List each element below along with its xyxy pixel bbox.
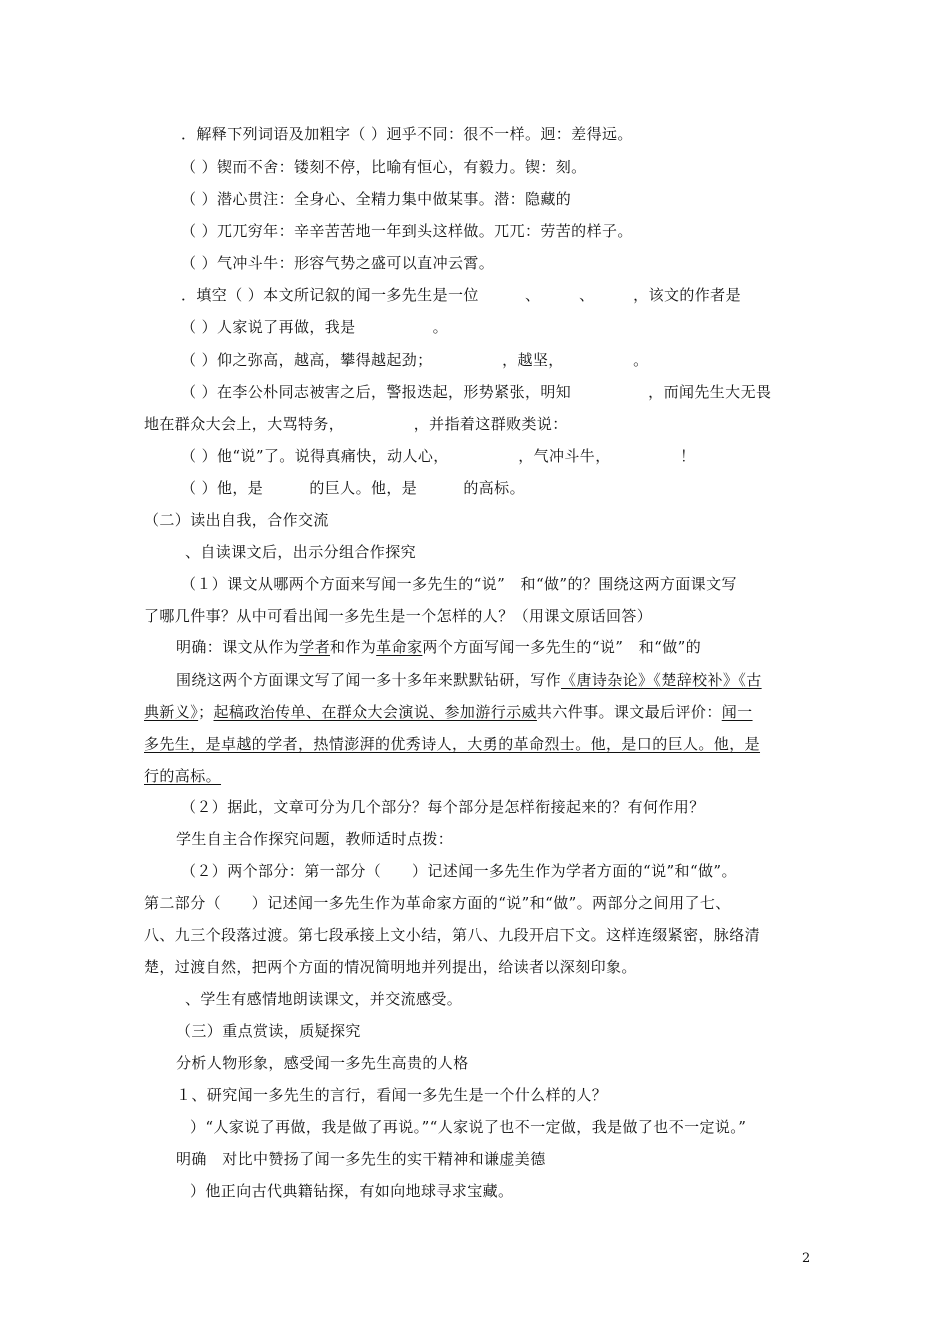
text-line: 、学生有感情地朗读课文，并交流感受。 bbox=[185, 990, 463, 1008]
text-line: （ ）人家说了再做，我是 。 bbox=[181, 318, 448, 336]
text-line: （ ）兀兀穷年：辛辛苦苦地一年到头这样做。兀兀：劳苦的样子。 bbox=[181, 222, 633, 240]
section-heading: （二）读出自我，合作交流 bbox=[144, 511, 329, 529]
text-line: 地在群众大会上，大骂特务， ，并指着这群败类说： bbox=[144, 415, 568, 433]
text-line: （ ）锲而不舍：镂刻不停，比喻有恒心，有毅力。锲：刻。 bbox=[181, 158, 587, 176]
text-line: 典新义》；起稿政治传单、在群众大会演说、参加游行示威共六件事。课文最后评价：闻一 bbox=[144, 703, 753, 721]
text-line: １、研究闻一多先生的言行，看闻一多先生是一个什么样的人？ bbox=[176, 1086, 608, 1104]
text-line: 、自读课文后，出示分组合作探究 bbox=[185, 543, 417, 561]
text-line: 明确 对比中赞扬了闻一多先生的实干精神和谦虚美德 bbox=[176, 1150, 546, 1168]
text-line: （ ）在李公朴同志被害之后，警报迭起，形势紧张，明知 ，而闻先生大无畏 bbox=[181, 383, 772, 401]
text-line: 明确：课文从作为学者和作为革命家两个方面写闻一多先生的“说” 和“做”的 bbox=[176, 638, 702, 656]
page-number: 2 bbox=[802, 1251, 811, 1266]
text-line: （ ）仰之弥高，越高，攀得越起劲； ，越坚， 。 bbox=[181, 351, 649, 369]
text-line: 了哪几件事？从中可看出闻一多先生是一个怎样的人？（用课文原话回答） bbox=[144, 607, 653, 625]
text-line: （ ）他“说”了。说得真痛快，动人心， ，气冲斗牛， ！ bbox=[181, 447, 696, 465]
text-line: 八、九三个段落过渡。第七段承接上文小结，第八、九段开启下文。这样连缀紧密，脉络清 bbox=[144, 926, 761, 944]
text-line: （ ）他，是 的巨人。他，是 的高标。 bbox=[181, 479, 525, 497]
text-line: 分析人物形象，感受闻一多先生高贵的人格 bbox=[176, 1054, 469, 1072]
text-line: （ ）气冲斗牛：形容气势之盛可以直冲云霄。 bbox=[181, 254, 495, 272]
text-line: （ ）潜心贯注：全身心、全精力集中做某事。潜：隐藏的 bbox=[181, 190, 572, 208]
text-line: （１）课文从哪两个方面来写闻一多先生的“说” 和“做”的？围绕这两方面课文写 bbox=[181, 575, 737, 593]
text-line: （２）据此，文章可分为几个部分？每个部分是怎样衔接起来的？有何作用？ bbox=[181, 798, 705, 816]
text-line: 行的高标。 bbox=[144, 767, 222, 785]
section-heading: （三）重点赏读，质疑探究 bbox=[176, 1022, 361, 1040]
text-line: （２）两个部分：第一部分（ ）记述闻一多先生作为学者方面的“说”和“做”。 bbox=[181, 862, 737, 880]
text-line: ）“人家说了再做，我是做了再说。”“人家说了也不一定做，我是做了也不一定说。” bbox=[190, 1118, 747, 1136]
text-line: 楚，过渡自然，把两个方面的情况简明地并列提出，给读者以深刻印象。 bbox=[144, 958, 637, 976]
text-line: 多先生，是卓越的学者，热情澎湃的优秀诗人，大勇的革命烈士。他，是口的巨人。他，是 bbox=[144, 735, 761, 753]
text-line: ．填空（ ）本文所记叙的闻一多先生是一位 、 、 ，该文的作者是 bbox=[181, 286, 741, 304]
text-line: 围绕这两个方面课文写了闻一多十多年来默默钻研，写作《唐诗杂论》《楚辞校补》《古 bbox=[176, 671, 762, 689]
text-line: ．解释下列词语及加粗字（ ）迥乎不同：很不一样。迥：差得远。 bbox=[181, 125, 633, 143]
text-line: ）他正向古代典籍钻探，有如向地球寻求宝藏。 bbox=[190, 1182, 514, 1200]
text-line: 学生自主合作探究问题，教师适时点拨： bbox=[176, 830, 454, 848]
text-line: 第二部分（ ）记述闻一多先生作为革命家方面的“说”和“做”。两部分之间用了七、 bbox=[144, 894, 731, 912]
